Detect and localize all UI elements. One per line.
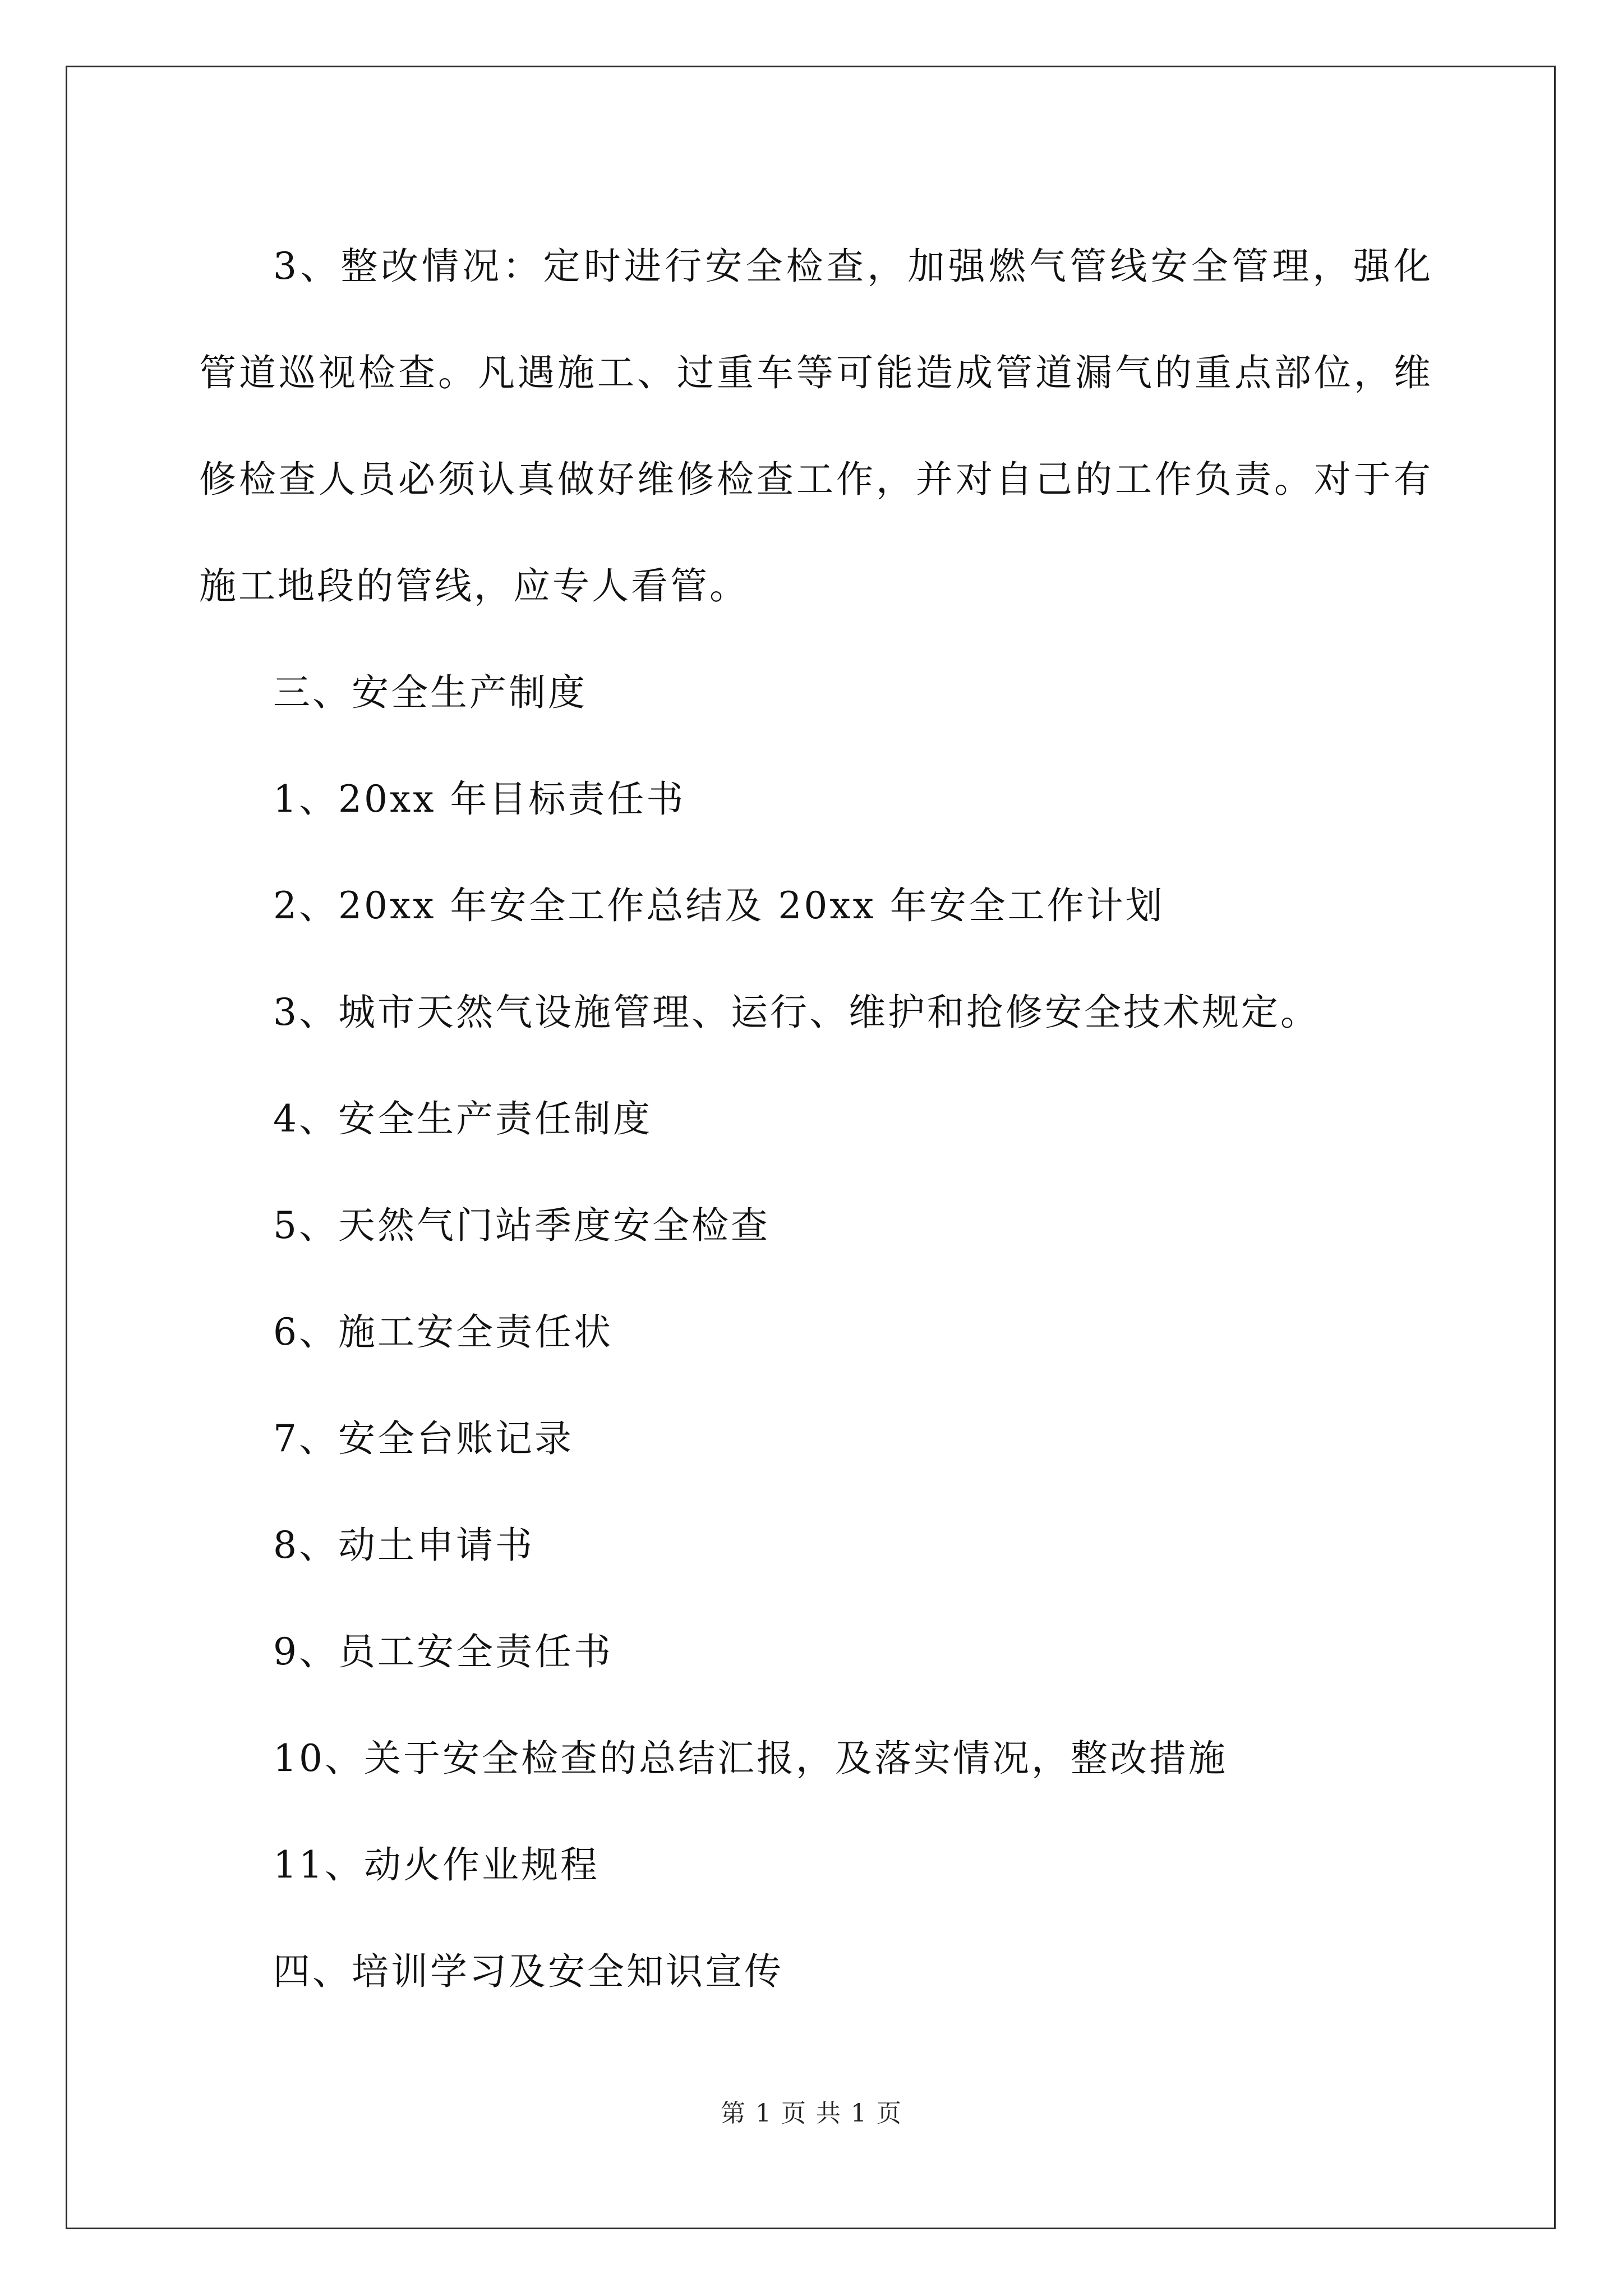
paragraph-rectification: 3、整改情况：定时进行安全检查，加强燃气管线安全管理，强化管道巡视检查。凡遇施工、过重车等可能造成管道漏气的重点部位，维修检查人员必须认真做好维修检查工作，并对自己的工作负责。对于有施工地段的管线，应专人看管。 (199, 245, 1433, 608)
list-item: 2、20xx 年安全工作总结及 20xx 年安全工作计划 (273, 884, 1165, 927)
document-body (199, 213, 1433, 2025)
list-item: 9、员工安全责任书 (273, 1630, 613, 1673)
list-item: 5、天然气门站季度安全检查 (273, 1204, 770, 1247)
list-item: 7、安全台账记录 (273, 1417, 574, 1460)
list-item: 6、施工安全责任状 (273, 1310, 613, 1354)
list-item: 10、关于安全检查的总结汇报，及落实情况，整改措施 (273, 1737, 1228, 1780)
list-item: 8、动土申请书 (273, 1524, 534, 1567)
section-heading-training: 四、培训学习及安全知识宣传 (273, 1950, 783, 1993)
list-item: 1、20xx 年目标责任书 (273, 777, 686, 821)
list-item: 3、城市天然气设施管理、运行、维护和抢修安全技术规定。 (273, 991, 1320, 1034)
list-item: 4、安全生产责任制度 (273, 1097, 652, 1140)
section-heading-safety-system: 三、安全生产制度 (273, 671, 587, 714)
page-footer: 第 1 页 共 1 页 (721, 2099, 902, 2128)
list-item: 11、动火作业规程 (273, 1843, 600, 1887)
